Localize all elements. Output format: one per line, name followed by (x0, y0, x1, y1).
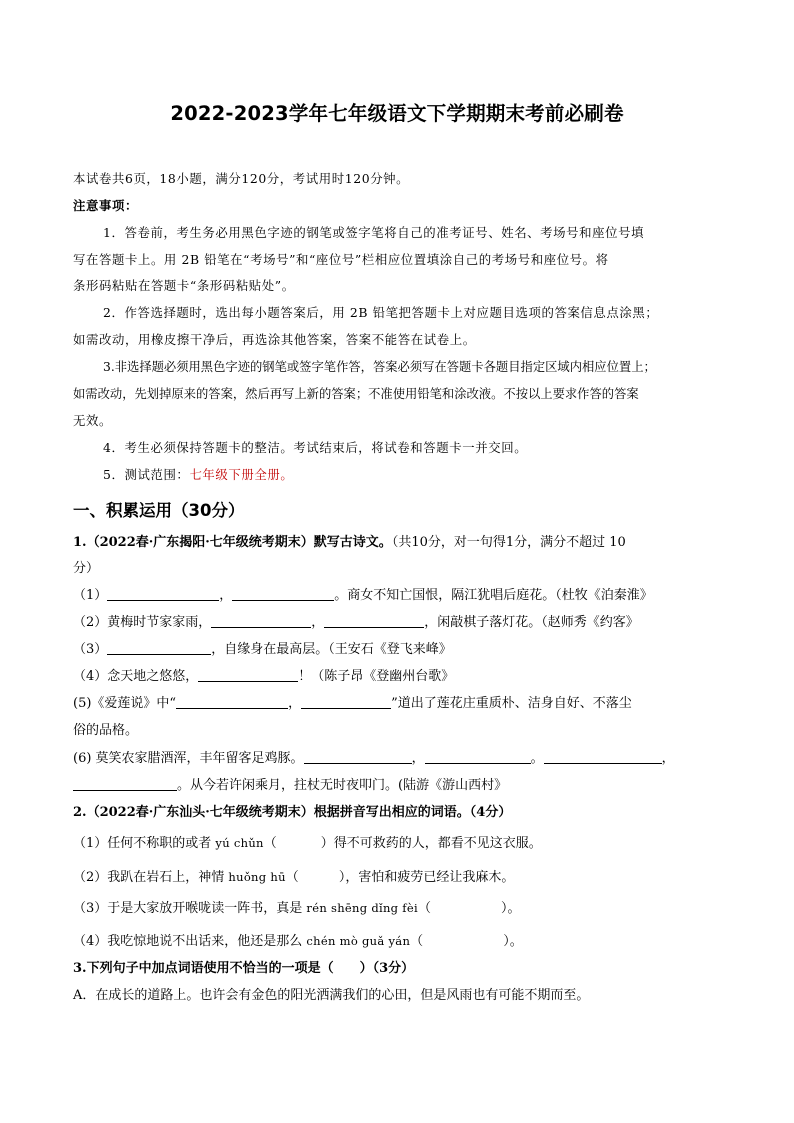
q1-stem-cont: 分） (73, 561, 100, 576)
answer-blank[interactable] (73, 777, 177, 791)
q2-item-3 (73, 899, 723, 918)
pinyin: yú chǔn (215, 836, 264, 850)
notice-1a: 1．答卷前，考生务必用黑色字迹的钢笔或签字笔将自己的准考证号、姓名、考场号和座位号填 (103, 225, 645, 240)
item-number: （3） (73, 642, 108, 657)
test-range: 七年级下册全册。 (189, 467, 294, 482)
notice-1c: 条形码粘贴在答题卡“条形码粘贴处”。 (73, 278, 295, 293)
q1-item-3 (73, 641, 723, 659)
item-text: ，闲敲棋子落灯花。（赵师秀《约客》 (424, 615, 639, 630)
item-text: （1）任何不称职的或者 (73, 836, 212, 851)
q2-item-1 (73, 834, 723, 853)
q1-item-6 (73, 750, 723, 768)
answer-bracket[interactable]: （ ） (410, 934, 510, 949)
q1-item-5 (73, 695, 723, 713)
q1-score: （共10分，对一句得1分，满分不超过 10 (391, 535, 626, 550)
answer-bracket[interactable]: （ ） (285, 870, 346, 885)
q1-item-1 (73, 587, 723, 605)
page-title: 2022-2023学年七年级语文下学期期末考前必刷卷 (170, 102, 624, 125)
pinyin: huǒng hū (228, 870, 286, 884)
answer-bracket[interactable]: （ ） (417, 901, 508, 916)
item-text: ，害怕和疲劳已经让我麻木。 (345, 870, 515, 885)
separator: ， (288, 696, 302, 711)
answer-bracket[interactable]: （ ） (263, 836, 334, 851)
pinyin: chén mò guǎ yán (306, 934, 411, 948)
q3-stem: 3.下列句子中加点词语使用不恰当的一项是（ ）（3分） (73, 961, 415, 976)
notice-3c: 无效。 (73, 413, 112, 428)
q1-item-2 (73, 614, 723, 632)
item-text: （4）念天地之悠悠， (73, 669, 199, 684)
item-text: (6) 莫笑农家腊酒浑，丰年留客足鸡豚。 (73, 751, 304, 766)
answer-blank[interactable] (211, 614, 311, 628)
answer-blank[interactable] (544, 750, 662, 764)
item-text: 。从今若许闲乘月，拄杖无时夜叩门。(陆游《游山西村》 (177, 778, 508, 793)
q1-item-4 (73, 668, 723, 686)
item-text: ！（陈子昂《登幽州台歌》 (298, 669, 455, 684)
answer-blank[interactable] (324, 614, 424, 628)
q2-item-2 (73, 868, 723, 887)
separator: 。 (530, 751, 544, 766)
separator: ， (411, 751, 425, 766)
item-text: 。 (509, 934, 523, 949)
q2-stem: 2.（2022春·广东汕头·七年级统考期末）根据拼音写出相应的词语。（4分） (73, 805, 512, 820)
notice-3b: 如需改动，先划掉原来的答案，然后再写上新的答案；不准使用铅笔和涂改液。不按以上要求作答的答案 (73, 387, 639, 401)
item-text: 。 (507, 901, 521, 916)
separator: ， (661, 751, 675, 766)
section-1-heading: 一、积累运用（30分） (73, 501, 245, 520)
item-text: (5)《爱莲说》中“ (73, 696, 177, 711)
answer-blank[interactable] (107, 641, 211, 655)
q1-item-6-cont (73, 777, 723, 795)
notice-5 (103, 466, 753, 484)
notice-5-prefix: 5．测试范围： (103, 467, 190, 482)
answer-blank[interactable] (107, 587, 219, 601)
item-text: （2）我趴在岩石上，神情 (73, 870, 225, 885)
answer-blank[interactable] (425, 750, 531, 764)
notice-4: 4．考生必须保持答题卡的整洁。考试结束后，将试卷和答题卡一并交回。 (103, 440, 528, 455)
item-text: ”道出了莲花庄重质朴、洁身自好、不落尘 (391, 696, 632, 711)
answer-blank[interactable] (301, 695, 391, 709)
q1-item-5-cont: 俗的品格。 (73, 723, 139, 738)
notice-heading: 注意事项： (73, 198, 138, 213)
separator: ， (219, 588, 233, 603)
item-number: （1） (73, 588, 108, 603)
answer-blank[interactable] (198, 668, 298, 682)
q2-item-4 (73, 932, 723, 951)
pinyin: rén shēng dǐng fèi (306, 901, 418, 915)
separator: ， (311, 615, 325, 630)
item-text: （3）于是大家放开喉咙读一阵书，真是 (73, 901, 303, 916)
q1-stem (73, 534, 723, 552)
item-text: 。商女不知亡国恨，隔江犹唱后庭花。（杜牧《泊秦淮》 (334, 588, 653, 603)
q3-option-a: A．在成长的道路上。也许会有金色的阳光洒满我们的心田，但是风雨也有可能不期而至。 (73, 988, 590, 1003)
answer-blank[interactable] (176, 695, 288, 709)
item-text: ，自缘身在最高层。（王安石《登飞来峰》 (211, 642, 452, 657)
answer-blank[interactable] (304, 750, 412, 764)
intro-text: 本试卷共6页，18小题，满分120分，考试用时120分钟。 (73, 171, 410, 186)
item-text: 得不可救药的人，都看不见这衣服。 (333, 836, 542, 851)
notice-3a: 3.非选择题必须用黑色字迹的钢笔或签字笔作答，答案必须写在答题卡各题目指定区域内相应位置上； (103, 360, 656, 374)
notice-2a: 2．作答选择题时，选出每小题答案后，用 2B 铅笔把答题卡上对应题目选项的答案信息点涂黑； (103, 305, 659, 320)
item-text: （4）我吃惊地说不出话来，他还是那么 (73, 934, 303, 949)
item-text: （2）黄梅时节家家雨， (73, 615, 212, 630)
q1-source: 1.（2022春·广东揭阳·七年级统考期末）默写古诗文。 (73, 535, 392, 550)
answer-blank[interactable] (232, 587, 334, 601)
notice-2b: 如需改动，用橡皮擦干净后，再选涂其他答案，答案不能答在试卷上。 (73, 332, 476, 347)
notice-1b: 写在答题卡上。用 2B 铅笔在“考场号”和“座位号”栏相应位置填涂自己的考场号和座位号。将 (73, 252, 609, 267)
